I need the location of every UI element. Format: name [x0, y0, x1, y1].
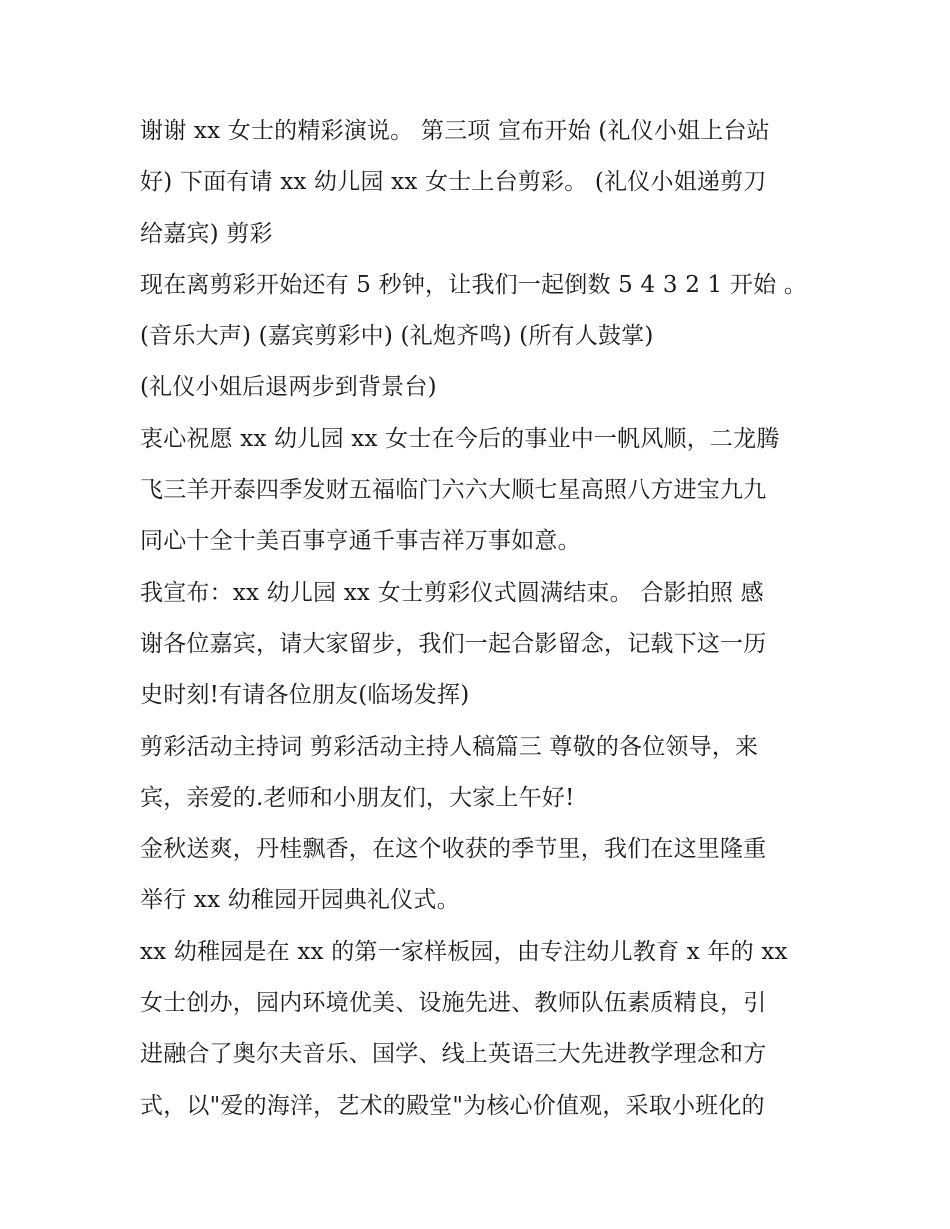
- document-body: [140, 106, 820, 1132]
- text-line: 谢谢 xx 女士的精彩演说。 第三项 宣布开始 (礼仪小姐上台站: [140, 118, 770, 144]
- text-line: (礼仪小姐后退两步到背景台): [140, 374, 437, 401]
- text-line: 女士创办，园内环境优美、设施先进、教师队伍素质精良，引: [140, 990, 767, 1017]
- text-line: 剪彩活动主持词 剪彩活动主持人稿篇三 尊敬的各位领导，来: [140, 733, 759, 760]
- text-line: (音乐大声) (嘉宾剪彩中) (礼炮齐鸣) (所有人鼓掌): [140, 323, 654, 350]
- text-line: 现在离剪彩开始还有 5 秒钟，让我们一起倒数 5 4 3 2 1 开始 。: [140, 271, 807, 298]
- text-line: 飞三羊开泰四季发财五福临门六六大顺七星高照八方进宝九九: [140, 477, 767, 504]
- text-line: xx 幼稚园是在 xx 的第一家样板园，由专注幼儿教育 x 年的 xx: [140, 938, 788, 965]
- text-line: 衷心祝愿 xx 幼儿园 xx 女士在今后的事业中一帆风顺，二龙腾: [140, 425, 780, 452]
- text-line: 同心十全十美百事亨通千事吉祥万事如意。: [140, 528, 581, 555]
- text-line: 举行 xx 幼稚园开园典礼仪式。: [140, 887, 460, 914]
- text-line: 进融合了奥尔夫音乐、国学、线上英语三大先进教学理念和方: [140, 1041, 767, 1068]
- text-line: 给嘉宾) 剪彩: [140, 220, 273, 247]
- text-line: 宾，亲爱的.老师和小朋友们，大家上午好!: [140, 784, 575, 811]
- text-line: 好) 下面有请 xx 幼儿园 xx 女士上台剪彩。 (礼仪小姐递剪刀: [140, 169, 767, 196]
- text-line: 式，以"爱的海洋，艺术的殿堂"为核心价值观，采取小班化的: [140, 1092, 765, 1119]
- text-line: 谢各位嘉宾，请大家留步，我们一起合影留念，记载下这一历: [140, 630, 767, 657]
- text-line: 我宣布：xx 幼儿园 xx 女士剪彩仪式圆满结束。 合影拍照 感: [140, 579, 764, 606]
- text-line: 史时刻!有请各位朋友(临场发挥): [140, 682, 470, 709]
- text-line: 金秋送爽，丹桂飘香，在这个收获的季节里，我们在这里隆重: [140, 836, 767, 863]
